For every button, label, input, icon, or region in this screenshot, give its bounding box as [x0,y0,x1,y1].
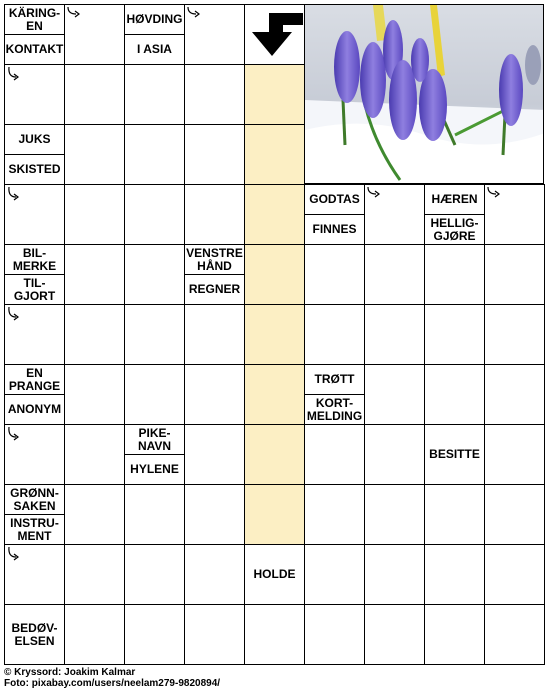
clue-bilmerke: BIL- MERKE [4,244,65,275]
highlighted-cell[interactable] [244,424,305,485]
answer-cell[interactable] [484,244,545,305]
answer-cell[interactable] [364,604,425,665]
curved-arrow-icon [6,186,24,202]
answer-cell[interactable] [64,424,125,485]
answer-cell[interactable] [64,304,125,365]
answer-cell[interactable] [424,544,485,605]
answer-cell[interactable] [424,244,485,305]
answer-cell[interactable] [124,124,185,185]
answer-cell[interactable] [64,244,125,305]
curved-arrow-icon [366,186,384,202]
answer-cell[interactable] [364,484,425,545]
answer-cell[interactable] [124,304,185,365]
highlighted-cell[interactable] [244,364,305,425]
answer-cell[interactable] [184,304,245,365]
answer-cell[interactable] [124,604,185,665]
clue-haeren: HÆREN [424,184,485,215]
highlighted-cell[interactable] [244,304,305,365]
answer-cell[interactable] [184,424,245,485]
answer-cell[interactable] [364,304,425,365]
answer-cell[interactable] [184,544,245,605]
answer-cell[interactable] [424,364,485,425]
highlighted-cell[interactable] [244,124,305,185]
curved-arrow-icon [6,66,24,82]
answer-cell[interactable] [64,124,125,185]
answer-cell[interactable] [364,364,425,425]
highlighted-cell[interactable] [244,484,305,545]
curved-arrow-icon [6,426,24,442]
clue-en-prange: EN PRANGE [4,364,65,395]
crocus-photo [304,4,544,184]
clue-hylene: HYLENE [124,454,185,485]
answer-cell[interactable] [424,484,485,545]
answer-cell[interactable] [484,364,545,425]
highlighted-cell[interactable] [244,244,305,305]
start-arrow-cell [244,4,305,65]
answer-cell[interactable] [184,364,245,425]
answer-cell[interactable] [304,544,365,605]
clue-bedovelsen: BEDØV- ELSEN [4,604,65,665]
clue-instrument: INSTRU- MENT [4,514,65,545]
highlighted-cell[interactable] [244,64,305,125]
curved-arrow-icon [66,6,84,22]
answer-cell[interactable] [64,364,125,425]
clue-regner: REGNER [184,274,245,305]
clue-pikenavn: PIKE- NAVN [124,424,185,455]
answer-cell[interactable] [484,424,545,485]
photo-credit: Foto: pixabay.com/users/neelam279-9820894/ [4,678,221,689]
answer-cell[interactable] [184,604,245,665]
clue-kortmelding: KORT- MELDING [304,394,365,425]
answer-cell[interactable] [184,484,245,545]
answer-cell[interactable] [64,64,125,125]
clue-kontakt: KONTAKT [4,34,65,65]
clue-hovding: HØVDING [124,4,185,35]
author-credit: © Kryssord: Joakim Kalmar [4,667,136,678]
answer-cell[interactable] [364,244,425,305]
answer-cell[interactable] [184,124,245,185]
answer-cell[interactable] [64,604,125,665]
clue-trott: TRØTT [304,364,365,395]
clue-besitte: BESITTE [424,424,485,485]
curved-arrow-icon [6,306,24,322]
curved-arrow-icon [6,546,24,562]
answer-cell[interactable] [244,604,305,665]
answer-cell[interactable] [124,64,185,125]
answer-cell[interactable] [184,64,245,125]
clue-holde: HOLDE [244,544,305,605]
clue-karingen: KÄRING- EN [4,4,65,35]
crossword-grid [4,4,544,664]
answer-cell[interactable] [124,364,185,425]
answer-cell[interactable] [424,604,485,665]
answer-cell[interactable] [304,424,365,485]
answer-cell[interactable] [484,484,545,545]
answer-cell[interactable] [484,604,545,665]
clue-skisted: SKISTED [4,154,65,185]
highlighted-cell[interactable] [244,184,305,245]
answer-cell[interactable] [304,244,365,305]
clue-finnes: FINNES [304,214,365,245]
answer-cell[interactable] [124,244,185,305]
clue-helliggjore: HELLIG- GJØRE [424,214,485,245]
clue-anonym: ANONYM [4,394,65,425]
clue-gronnsaken: GRØNN- SAKEN [4,484,65,515]
answer-cell[interactable] [364,424,425,485]
clue-tilgjort: TIL- GJORT [4,274,65,305]
credits [4,667,220,689]
answer-cell[interactable] [304,604,365,665]
clue-i-asia: I ASIA [124,34,185,65]
thick-arrow-down-icon [245,5,304,64]
clue-juks: JUKS [4,124,65,155]
curved-arrow-icon [486,186,504,202]
answer-cell[interactable] [124,484,185,545]
answer-cell[interactable] [184,184,245,245]
answer-cell[interactable] [304,304,365,365]
curved-arrow-icon [186,6,204,22]
answer-cell[interactable] [304,484,365,545]
answer-cell[interactable] [64,184,125,245]
answer-cell[interactable] [124,184,185,245]
answer-cell[interactable] [64,484,125,545]
answer-cell[interactable] [424,304,485,365]
answer-cell[interactable] [124,544,185,605]
answer-cell[interactable] [484,304,545,365]
answer-cell[interactable] [364,544,425,605]
answer-cell[interactable] [484,544,545,605]
clue-venstre-hand: VENSTRE HÅND [184,244,245,275]
answer-cell[interactable] [64,544,125,605]
clue-godtas: GODTAS [304,184,365,215]
